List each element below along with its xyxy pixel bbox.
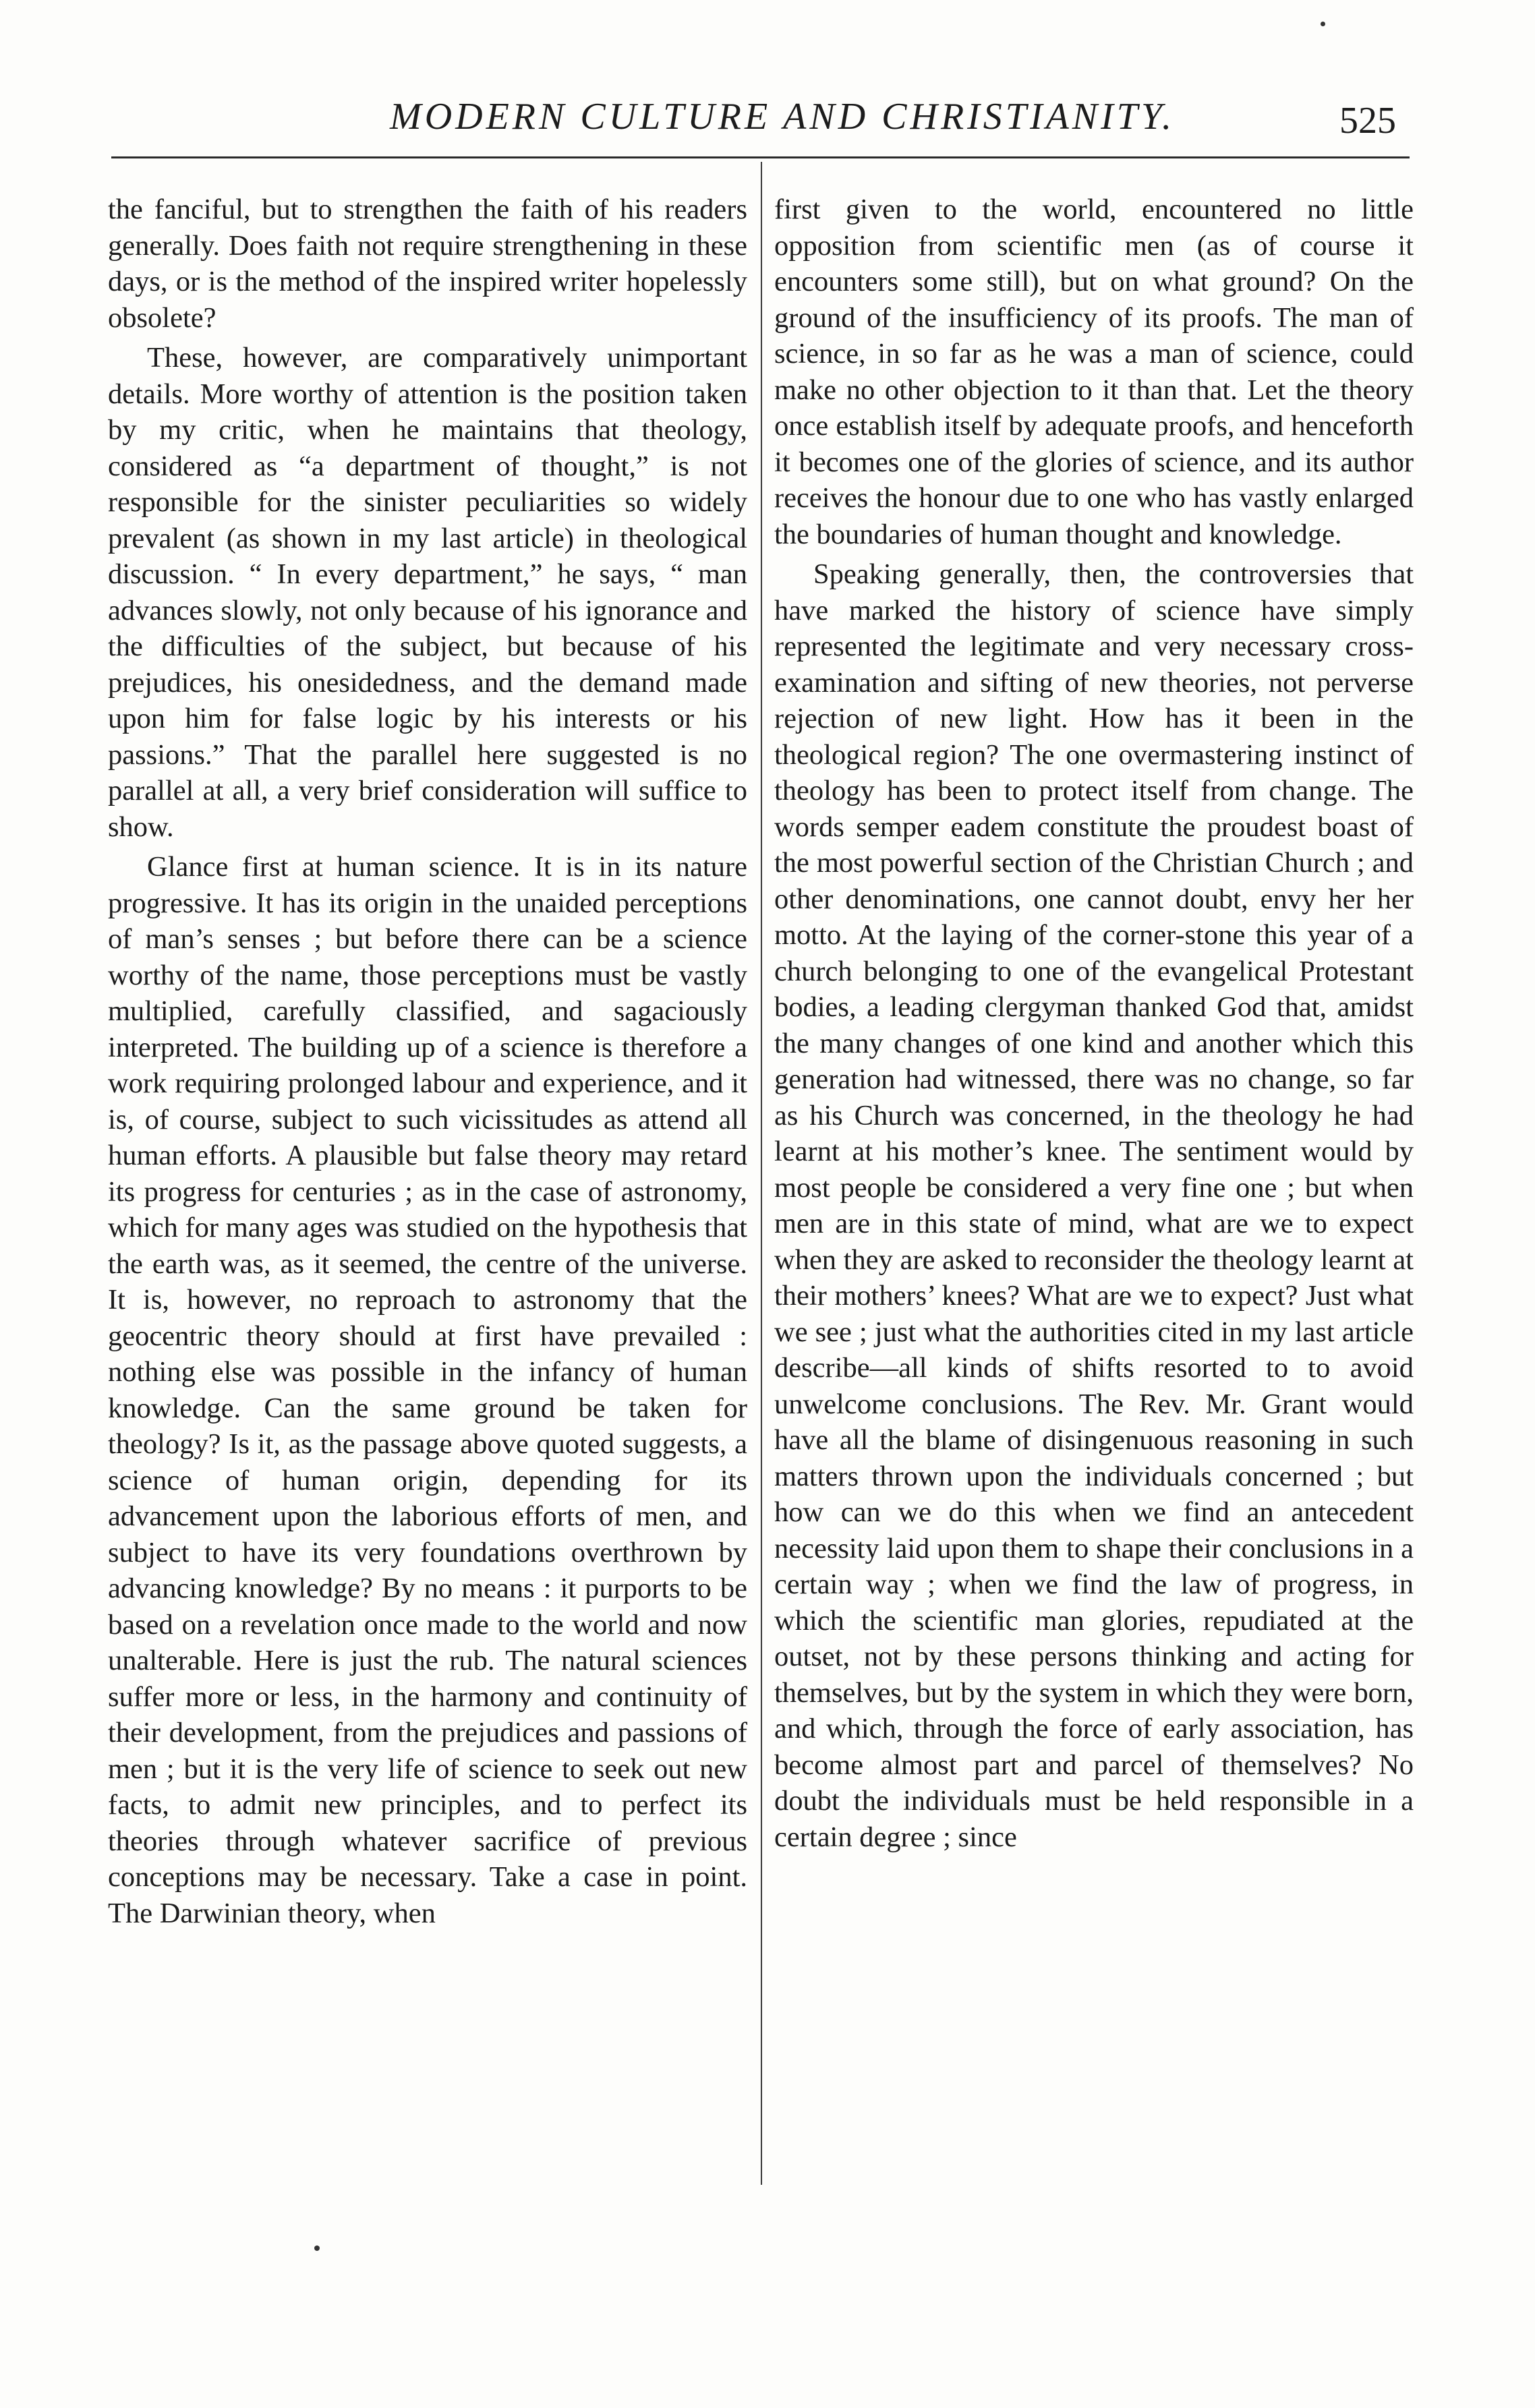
right-column <box>774 192 1414 1855</box>
paragraph: Speaking generally, then, the controversies that have marked the history of science have simply represented the legitimate and very necessary cross-examination and sifting of new theories, not perverse rejection of new light. How has it been in the theological region? The one overmastering instinct of theology has been to protect itself from change. The words semper eadem constitute the proudest boast of the most powerful section of the Christian Church ; and other denominations, one cannot doubt, envy her her motto. At the laying of the corner-stone this year of a church belonging to one of the evangelical Protestant bodies, a leading clergyman thanked God that, amidst the many changes of one kind and another which this generation had witnessed, there was no change, so far as his Church was concerned, in the theology he had learnt at his mother’s knee. The sentiment would by most people be considered a very fine one ; but when men are in this state of mind, what are we to expect when they are asked to reconsider the theology learnt at their mothers’ knees? What are we to expect? Just what we see ; just what the authorities cited in my last article describe—all kinds of shifts resorted to to avoid unwelcome conclusions. The Rev. Mr. Grant would have all the blame of disingenuous reasoning in such matters thrown upon the individuals concerned ; but how can we do this when we find an antecedent necessity laid upon them to shape their conclusions in a certain way ; when we find the law of progress, in which the scientific man glories, repudiated at the outset, not by these persons thinking and acting for themselves, but by the system in which they were born, and which, through the force of early association, has become almost part and parcel of themselves? No doubt the individuals must be held responsible in a certain degree ; since <box>774 558 1414 1853</box>
column-divider <box>761 162 762 2185</box>
page-number: 525 <box>1339 100 1396 142</box>
paragraph: These, however, are comparatively unimportant details. More worthy of attention is the position taken by my critic, when he maintains that theology, considered as “a department of thought,” is not responsible for the sinister peculiarities so widely prevalent (as shown in my last article) in theological discussion. “ In every department,” he says, “ man advances slowly, not only because of his ignorance and the difficulties of the subject, but because of his prejudices, his onesidedness, and the demand made upon him for false logic by his interests or his passions.” That the parallel here suggested is no parallel at all, a very brief consideration will suffice to show. <box>108 342 747 843</box>
running-title: MODERN CULTURE AND CHRISTIANITY. <box>390 96 1175 138</box>
left-column <box>108 192 747 1931</box>
page-header <box>101 86 1410 147</box>
paragraph: first given to the world, encountered no little opposition from scientific men (as of course it encounters some still), but on what ground? On the ground of the insufficiency of its proofs. The man of science, in so far as he was a man of science, could make no other objection to it than that. Let the theory once establish itself by adequate proofs, and henceforth it becomes one of the glories of science, and its author receives the honour due to one who has vastly enlarged the boundaries of human thought and knowledge. <box>774 194 1414 550</box>
ink-speck <box>314 2245 320 2251</box>
ink-speck <box>1321 22 1325 26</box>
header-rule <box>111 156 1410 158</box>
paragraph: Glance first at human science. It is in its nature progressive. It has its origin in the unaided perceptions of man’s senses ; but before there can be a science worthy of the name, those perceptions must be vastly multiplied, carefully classified, and sagaciously interpreted. The building up of a science is therefore a work requiring prolonged labour and experience, and it is, of course, subject to such vicissitudes as attend all human efforts. A plausible but false theory may retard its progress for centuries ; as in the case of astronomy, which for many ages was studied on the hypothesis that the earth was, as it seemed, the centre of the universe. It is, however, no reproach to astronomy that the geocentric theory should at first have prevailed : nothing else was possible in the infancy of human knowledge. Can the same ground be taken for theology? Is it, as the passage above quoted suggests, a science of human origin, depending for its advancement upon the laborious efforts of men, and subject to have its very foundations overthrown by advancing knowledge? By no means : it purports to be based on a revelation once made to the world and now unalterable. Here is just the rub. The natural sciences suffer more or less, in the harmony and continuity of their development, from the prejudices and passions of men ; but it is the very life of science to seek out new facts, to admit new principles, and to perfect its theories through whatever sacrifice of previous conceptions may be necessary. Take a case in point. The Darwinian theory, when <box>108 851 747 1929</box>
paragraph: the fanciful, but to strengthen the faith of his readers generally. Does faith not require strengthening in these days, or is the method of the inspired writer hopelessly obsolete? <box>108 194 747 334</box>
